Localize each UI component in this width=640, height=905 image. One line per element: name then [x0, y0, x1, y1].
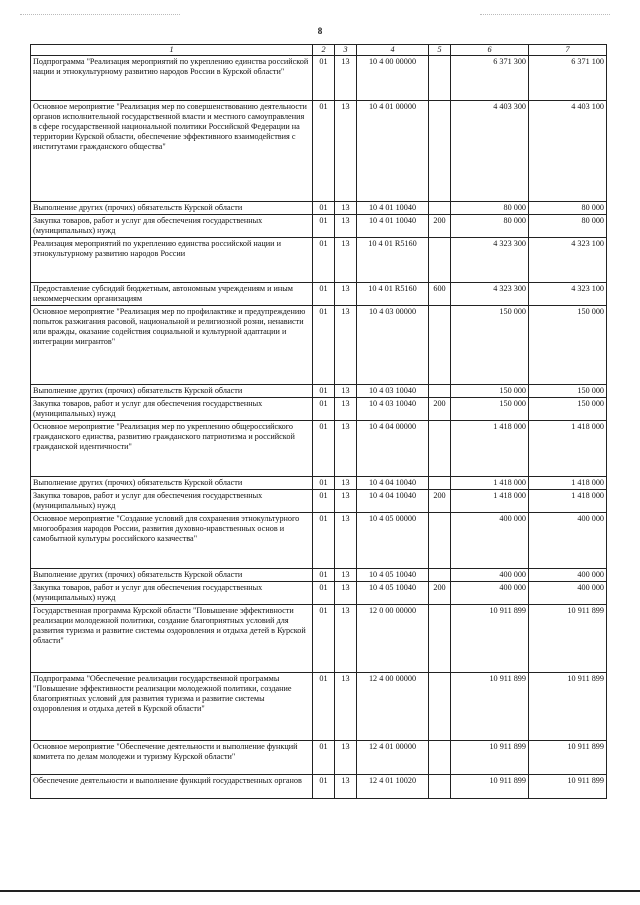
row-name-cell: Основное мероприятие "Реализация мер по профилактике и предупреждению попыток разжигания расовой, национальной и религиозной розни, ненависти или вражды, оказание содействия социальной и культурной адаптации и интеграции мигрантов" — [31, 306, 313, 385]
row-name-cell: Выполнение других (прочих) обязательств Курской области — [31, 202, 313, 215]
table-row — [31, 673, 607, 741]
target-article-cell: 12 4 01 00000 — [357, 741, 429, 775]
amount-year2-cell: 150 000 — [529, 398, 607, 421]
amount-year1-cell: 1 418 000 — [451, 477, 529, 490]
budget-table — [30, 44, 607, 799]
expense-type-cell — [429, 421, 451, 477]
subsection-code-cell: 13 — [335, 490, 357, 513]
amount-year2-cell: 6 371 100 — [529, 56, 607, 101]
amount-year1-cell: 400 000 — [451, 513, 529, 569]
subsection-code-cell: 13 — [335, 202, 357, 215]
amount-year1-cell: 400 000 — [451, 569, 529, 582]
row-name-cell: Выполнение других (прочих) обязательств Курской области — [31, 477, 313, 490]
expense-type-cell — [429, 775, 451, 799]
subsection-code-cell: 13 — [335, 421, 357, 477]
table-row — [31, 490, 607, 513]
amount-year2-cell: 1 418 000 — [529, 477, 607, 490]
amount-year2-cell: 4 403 100 — [529, 101, 607, 202]
section-code-cell: 01 — [313, 101, 335, 202]
expense-type-cell — [429, 385, 451, 398]
col-header: 1 — [31, 45, 313, 56]
expense-type-cell — [429, 605, 451, 673]
section-code-cell: 01 — [313, 215, 335, 238]
table-row — [31, 398, 607, 421]
expense-type-cell — [429, 513, 451, 569]
amount-year1-cell: 1 418 000 — [451, 421, 529, 477]
target-article-cell: 12 4 01 10020 — [357, 775, 429, 799]
target-article-cell: 10 4 01 10040 — [357, 215, 429, 238]
section-code-cell: 01 — [313, 202, 335, 215]
amount-year2-cell: 400 000 — [529, 582, 607, 605]
row-name-cell: Основное мероприятие "Обеспечение деятельности и выполнение функций комитета по делам молодежи и туризму Курской области" — [31, 741, 313, 775]
amount-year1-cell: 80 000 — [451, 202, 529, 215]
row-name-cell: Основное мероприятие "Создание условий для сохранения этнокультурного многообразия народов России, развития духовно-нравственных основ и самобытной культуры российского казачества" — [31, 513, 313, 569]
amount-year1-cell: 4 403 300 — [451, 101, 529, 202]
target-article-cell: 12 0 00 00000 — [357, 605, 429, 673]
subsection-code-cell: 13 — [335, 238, 357, 283]
subsection-code-cell: 13 — [335, 306, 357, 385]
expense-type-cell: 200 — [429, 215, 451, 238]
section-code-cell: 01 — [313, 605, 335, 673]
amount-year1-cell: 10 911 899 — [451, 605, 529, 673]
subsection-code-cell: 13 — [335, 569, 357, 582]
target-article-cell: 10 4 04 10040 — [357, 477, 429, 490]
col-header: 6 — [451, 45, 529, 56]
amount-year1-cell: 10 911 899 — [451, 775, 529, 799]
subsection-code-cell: 13 — [335, 477, 357, 490]
amount-year1-cell: 10 911 899 — [451, 741, 529, 775]
amount-year2-cell: 80 000 — [529, 202, 607, 215]
row-name-cell: Подпрограмма "Реализация мероприятий по укреплению единства российской нации и этнокультурному развитию народов России в Курской области" — [31, 56, 313, 101]
expense-type-cell: 600 — [429, 283, 451, 306]
amount-year2-cell: 400 000 — [529, 569, 607, 582]
subsection-code-cell: 13 — [335, 605, 357, 673]
subsection-code-cell: 13 — [335, 673, 357, 741]
row-name-cell: Государственная программа Курской области "Повышение эффективности реализации молодежной политики, создание благоприятных условий для развития туризма и развитие системы оздоровления и отдыха детей в Курской области" — [31, 605, 313, 673]
amount-year2-cell: 10 911 899 — [529, 741, 607, 775]
target-article-cell: 10 4 05 10040 — [357, 569, 429, 582]
amount-year2-cell: 1 418 000 — [529, 421, 607, 477]
expense-type-cell — [429, 56, 451, 101]
row-name-cell: Выполнение других (прочих) обязательств Курской области — [31, 569, 313, 582]
amount-year1-cell: 150 000 — [451, 306, 529, 385]
section-code-cell: 01 — [313, 775, 335, 799]
amount-year1-cell: 4 323 300 — [451, 283, 529, 306]
table-row — [31, 385, 607, 398]
table-row — [31, 238, 607, 283]
section-code-cell: 01 — [313, 477, 335, 490]
expense-type-cell — [429, 101, 451, 202]
subsection-code-cell: 13 — [335, 582, 357, 605]
table-row — [31, 477, 607, 490]
subsection-code-cell: 13 — [335, 385, 357, 398]
row-name-cell: Реализация мероприятий по укреплению единства российской нации и этнокультурному развитию народов России — [31, 238, 313, 283]
expense-type-cell — [429, 569, 451, 582]
row-name-cell: Выполнение других (прочих) обязательств Курской области — [31, 385, 313, 398]
amount-year2-cell: 10 911 899 — [529, 775, 607, 799]
row-name-cell: Обеспечение деятельности и выполнение функций государственных органов — [31, 775, 313, 799]
amount-year2-cell: 150 000 — [529, 306, 607, 385]
section-code-cell: 01 — [313, 569, 335, 582]
target-article-cell: 10 4 03 10040 — [357, 385, 429, 398]
target-article-cell: 10 4 00 00000 — [357, 56, 429, 101]
expense-type-cell — [429, 673, 451, 741]
section-code-cell: 01 — [313, 513, 335, 569]
table-row — [31, 605, 607, 673]
table-row — [31, 215, 607, 238]
subsection-code-cell: 13 — [335, 741, 357, 775]
target-article-cell: 10 4 01 10040 — [357, 202, 429, 215]
col-header: 4 — [357, 45, 429, 56]
amount-year2-cell: 80 000 — [529, 215, 607, 238]
section-code-cell: 01 — [313, 398, 335, 421]
table-row — [31, 569, 607, 582]
amount-year2-cell: 1 418 000 — [529, 490, 607, 513]
table-row — [31, 741, 607, 775]
subsection-code-cell: 13 — [335, 215, 357, 238]
section-code-cell: 01 — [313, 582, 335, 605]
col-header: 5 — [429, 45, 451, 56]
amount-year2-cell: 10 911 899 — [529, 673, 607, 741]
subsection-code-cell: 13 — [335, 513, 357, 569]
row-name-cell: Основное мероприятие "Реализация мер по совершенствованию деятельности органов исполнительной государственной власти и местного самоуправления в сфере государственной национальной политики Российской Федерации на территории Курской области, обеспечение эффективного взаимодействия с институтами гражданского общества" — [31, 101, 313, 202]
table-row — [31, 202, 607, 215]
table-row — [31, 513, 607, 569]
section-code-cell: 01 — [313, 56, 335, 101]
target-article-cell: 10 4 04 00000 — [357, 421, 429, 477]
section-code-cell: 01 — [313, 673, 335, 741]
target-article-cell: 10 4 05 00000 — [357, 513, 429, 569]
section-code-cell: 01 — [313, 490, 335, 513]
col-header: 7 — [529, 45, 607, 56]
target-article-cell: 12 4 00 00000 — [357, 673, 429, 741]
header-row — [31, 45, 607, 56]
expense-type-cell — [429, 238, 451, 283]
amount-year1-cell: 80 000 — [451, 215, 529, 238]
amount-year1-cell: 400 000 — [451, 582, 529, 605]
expense-type-cell: 200 — [429, 582, 451, 605]
table-row — [31, 775, 607, 799]
target-article-cell: 10 4 05 10040 — [357, 582, 429, 605]
target-article-cell: 10 4 01 00000 — [357, 101, 429, 202]
target-article-cell: 10 4 01 R5160 — [357, 283, 429, 306]
expense-type-cell: 200 — [429, 490, 451, 513]
amount-year2-cell: 400 000 — [529, 513, 607, 569]
subsection-code-cell: 13 — [335, 398, 357, 421]
amount-year1-cell: 150 000 — [451, 398, 529, 421]
row-name-cell: Предоставление субсидий бюджетным, автономным учреждениям и иным некоммерческим организациям — [31, 283, 313, 306]
section-code-cell: 01 — [313, 421, 335, 477]
amount-year2-cell: 10 911 899 — [529, 605, 607, 673]
amount-year2-cell: 4 323 100 — [529, 238, 607, 283]
bottom-border-line — [0, 890, 640, 892]
scan-artifact-left — [20, 14, 180, 15]
col-header: 2 — [313, 45, 335, 56]
table-row — [31, 582, 607, 605]
target-article-cell: 10 4 04 10040 — [357, 490, 429, 513]
section-code-cell: 01 — [313, 306, 335, 385]
expense-type-cell — [429, 202, 451, 215]
amount-year1-cell: 10 911 899 — [451, 673, 529, 741]
row-name-cell: Основное мероприятие "Реализация мер по укреплению общероссийского гражданского единства, развитию гражданского патриотизма и российской гражданской идентичности" — [31, 421, 313, 477]
subsection-code-cell: 13 — [335, 56, 357, 101]
section-code-cell: 01 — [313, 385, 335, 398]
row-name-cell: Закупка товаров, работ и услуг для обеспечения государственных (муниципальных) нужд — [31, 398, 313, 421]
amount-year1-cell: 150 000 — [451, 385, 529, 398]
col-header: 3 — [335, 45, 357, 56]
table-row — [31, 101, 607, 202]
row-name-cell: Подпрограмма "Обеспечение реализации государственной программы "Повышение эффективности реализации молодежной политики, создание благоприятных условий для развития туризма и развитие системы оздоровления и отдыха детей в Курской области" — [31, 673, 313, 741]
amount-year1-cell: 6 371 300 — [451, 56, 529, 101]
expense-type-cell — [429, 741, 451, 775]
row-name-cell: Закупка товаров, работ и услуг для обеспечения государственных (муниципальных) нужд — [31, 582, 313, 605]
table-row — [31, 421, 607, 477]
section-code-cell: 01 — [313, 741, 335, 775]
row-name-cell: Закупка товаров, работ и услуг для обеспечения государственных (муниципальных) нужд — [31, 490, 313, 513]
amount-year2-cell: 4 323 100 — [529, 283, 607, 306]
expense-type-cell: 200 — [429, 398, 451, 421]
target-article-cell: 10 4 03 10040 — [357, 398, 429, 421]
amount-year1-cell: 4 323 300 — [451, 238, 529, 283]
amount-year2-cell: 150 000 — [529, 385, 607, 398]
expense-type-cell — [429, 306, 451, 385]
table-row — [31, 56, 607, 101]
section-code-cell: 01 — [313, 238, 335, 283]
section-code-cell: 01 — [313, 283, 335, 306]
row-name-cell: Закупка товаров, работ и услуг для обеспечения государственных (муниципальных) нужд — [31, 215, 313, 238]
page-number: 8 — [317, 26, 323, 36]
table-row — [31, 283, 607, 306]
subsection-code-cell: 13 — [335, 775, 357, 799]
target-article-cell: 10 4 01 R5160 — [357, 238, 429, 283]
subsection-code-cell: 13 — [335, 283, 357, 306]
table-row — [31, 306, 607, 385]
expense-type-cell — [429, 477, 451, 490]
amount-year1-cell: 1 418 000 — [451, 490, 529, 513]
subsection-code-cell: 13 — [335, 101, 357, 202]
target-article-cell: 10 4 03 00000 — [357, 306, 429, 385]
scan-artifact-right — [480, 14, 610, 15]
